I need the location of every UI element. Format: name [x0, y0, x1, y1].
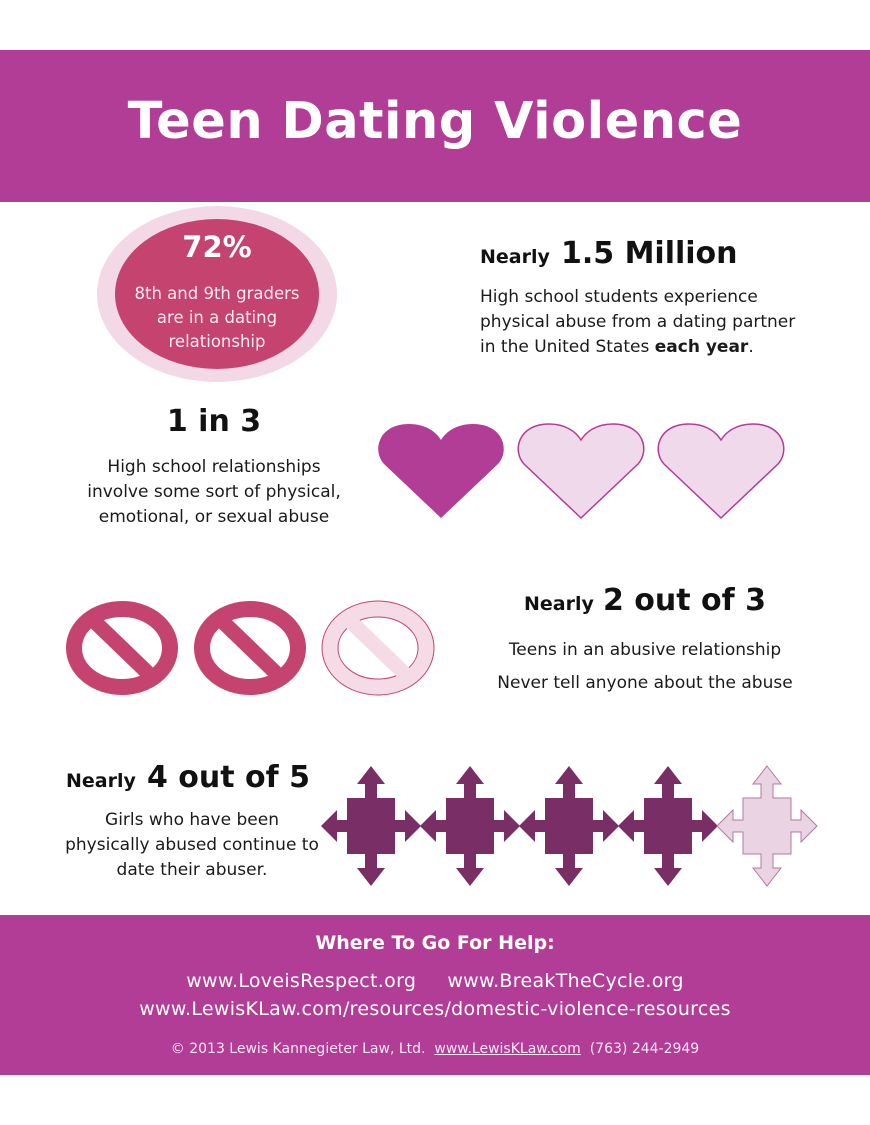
stat-million-line2: physical abuse from a dating partner — [480, 312, 796, 332]
help-links-row — [0, 970, 870, 992]
stat-72-line1: 8th and 9th graders — [134, 284, 300, 303]
stat-2of3-line1: Teens in an abusive relationship — [508, 640, 782, 660]
copyright-line — [0, 1041, 870, 1057]
stat-million-line3: in the United States each year. — [480, 337, 754, 357]
stat-1in3-value: 1 in 3 — [166, 404, 262, 439]
page-title: Teen Dating Violence — [127, 92, 743, 151]
stat-million-line1: High school students experience — [480, 287, 758, 307]
arrows-row — [320, 762, 824, 890]
prohibited-sign-icon — [74, 609, 170, 687]
stat-1in3-line1: High school relationships — [107, 457, 321, 477]
heart-icon — [518, 424, 644, 518]
four-way-arrow-icon — [321, 766, 421, 886]
phone-number: (763) 244-2949 — [589, 1041, 700, 1057]
stat-million-value: 1.5 Million — [560, 236, 738, 271]
stat-million-heading — [480, 236, 738, 271]
four-way-arrow-icon — [519, 766, 619, 886]
copyright-text: © 2013 Lewis Kannegieter Law, Ltd. — [170, 1041, 426, 1057]
heart-icon — [658, 424, 784, 518]
stat-4of5-caption — [56, 808, 328, 883]
stat-2of3-caption — [470, 634, 820, 700]
four-way-arrow-icon — [420, 766, 520, 886]
stat-72-line2: are in a dating — [156, 308, 278, 327]
prohibited-sign-icon — [202, 609, 298, 687]
help-links-row-2 — [0, 998, 870, 1020]
lewisklaw-home-link[interactable]: www.LewisKLaw.com — [434, 1041, 581, 1057]
loveisrespect-link[interactable]: www.LoveisRespect.org — [186, 970, 417, 992]
stat-4of5-prefix: Nearly — [66, 770, 136, 792]
four-way-arrow-icon — [717, 766, 817, 886]
prohibited-sign-icon — [322, 601, 434, 695]
stat-million-prefix: Nearly — [480, 246, 550, 268]
stat-million-caption — [480, 285, 795, 360]
help-heading: Where To Go For Help: — [315, 932, 555, 954]
stat-4of5-line1: Girls who have been — [105, 810, 279, 830]
stat-72-value: 72% — [182, 230, 252, 264]
stat-2of3-value: 2 out of 3 — [602, 583, 767, 618]
breakthecycle-link[interactable]: www.BreakTheCycle.org — [447, 970, 684, 992]
heart-icon — [378, 424, 504, 518]
stat-4of5-line3: date their abuser. — [116, 860, 268, 880]
prohibited-signs-row — [58, 590, 458, 706]
stat-2of3-line2: Never tell anyone about the abuse — [497, 673, 793, 693]
stat-4of5-line2: physically abused continue to — [65, 835, 319, 855]
stat-2of3-heading — [470, 583, 820, 618]
lewisklaw-resources-link[interactable]: www.LewisKLaw.com/resources/domestic-violence-resources — [139, 998, 731, 1020]
stat-1in3-caption — [70, 455, 358, 530]
stat-4of5-heading — [66, 760, 310, 795]
hearts-row — [370, 418, 800, 524]
four-way-arrow-icon — [618, 766, 718, 886]
stat-1in3-line2: involve some sort of physical, — [87, 482, 341, 502]
stat-1in3-line3: emotional, or sexual abuse — [98, 507, 330, 527]
stat-2of3-prefix: Nearly — [523, 593, 594, 615]
stat-4of5-value: 4 out of 5 — [146, 760, 311, 795]
stat-72-caption — [115, 282, 319, 354]
stat-72-line3: relationship — [168, 332, 266, 351]
